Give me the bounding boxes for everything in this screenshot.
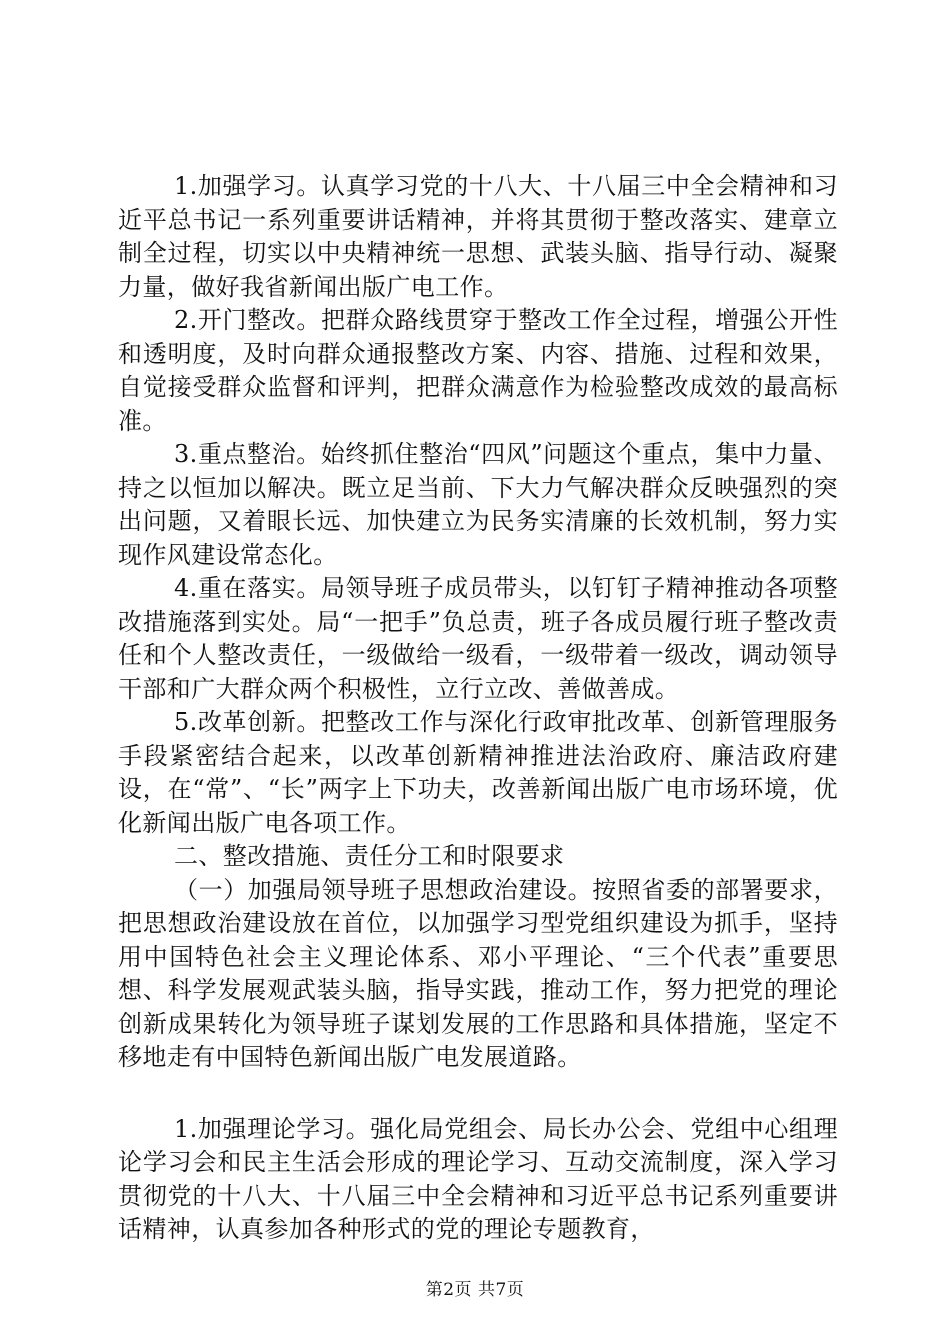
document-body — [118, 170, 838, 1247]
page-number-footer: 第2页 共7页 — [425, 1280, 525, 1300]
paragraph-theory-study: 1.加强理论学习。强化局党组会、局长办公会、党组中心组理论学习会和民主生活会形成的理论学习、互动交流制度，深入学习贯彻党的十八大、十八届三中全会精神和习近平总书记系列重要讲话精神，认真参加各种形式的党的理论专题教育， — [118, 1114, 838, 1243]
paragraph-implementation: 4.重在落实。局领导班子成员带头，以钉钉子精神推动各项整改措施落到实处。局“一把手”负总责，班子各成员履行班子整改责任和个人整改责任，一级做给一级看，一级带着一级改，调动领导干部和广大群众两个积极性，立行立改、善做善成。 — [118, 574, 838, 703]
paragraph-open-rectification: 2.开门整改。把群众路线贯穿于整改工作全过程，增强公开性和透明度，及时向群众通报整改方案、内容、措施、过程和效果，自觉接受群众监督和评判，把群众满意作为检验整改成效的最高标准。 — [118, 306, 838, 435]
paragraph-political-building: （一）加强局领导班子思想政治建设。按照省委的部署要求，把思想政治建设放在首位，以加强学习型党组织建设为抓手，坚持用中国特色社会主义理论体系、邓小平理论、“三个代表”重要思想、科学发展观武装头脑，指导实践，推动工作，努力把党的理论创新成果转化为领导班子谋划发展的工作思路和具体措施，坚定不移地走有中国特色新闻出版广电发展道路。 — [118, 875, 838, 1071]
paragraph-reform-innovation: 5.改革创新。把整改工作与深化行政审批改革、创新管理服务手段紧密结合起来，以改革创新精神推进法治政府、廉洁政府建设，在“常”、“长”两字上下功夫，改善新闻出版广电市场环境，优化新闻出版广电各项工作。 — [118, 708, 838, 837]
paragraph-key-remediation: 3.重点整治。始终抓住整治“四风”问题这个重点，集中力量、持之以恒加以解决。既立足当前、下大力气解决群众反映强烈的突出问题，又着眼长远、加快建立为民务实清廉的长效机制，努力实现作风建设常态化。 — [118, 440, 838, 569]
section-heading: 二、整改措施、责任分工和时限要求 — [174, 842, 565, 870]
paragraph-strengthen-study: 1.加强学习。认真学习党的十八大、十八届三中全会精神和习近平总书记一系列重要讲话精神，并将其贯彻于整改落实、建章立制全过程，切实以中央精神统一思想、武装头脑、指导行动、凝聚力量，做好我省新闻出版广电工作。 — [118, 172, 838, 301]
